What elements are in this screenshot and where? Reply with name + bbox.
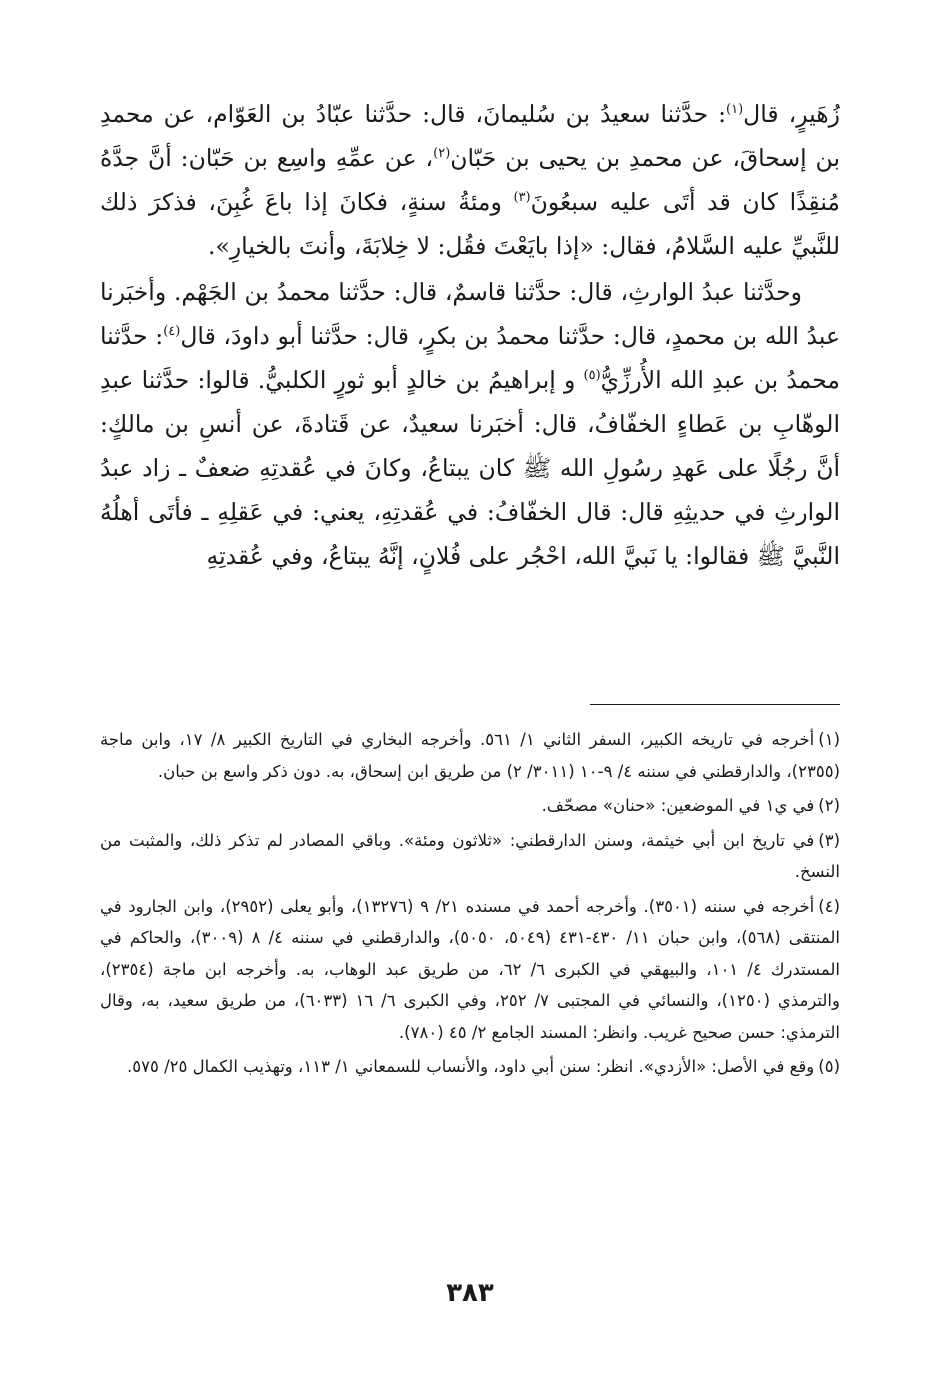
page-number: ٣٨٣ xyxy=(446,1278,494,1308)
text-run: ، عن عمِّهِ واسِع بن حَبّان: أنَّ جدَّهُ مُنقِذًا كان قد أتَى عليه سبعُونَ xyxy=(100,144,840,216)
text-run: ومئةُ سنةٍ، فكانَ إذا باعَ غُبِنَ، فذكرَ ذلك للنَّبيِّ عليه السَّلامُ، فقال: «إذا بايَعْتَ فقُل: لا خِلابَةَ، وأنتَ بالخيارِ». xyxy=(100,188,840,260)
text-run: زُهَيرٍ، قال xyxy=(743,100,840,128)
footnote-number: (٤) xyxy=(818,896,841,916)
paragraph-1 xyxy=(100,92,840,268)
text-run: وحدَّثنا عبدُ الوارثِ، قال: حدَّثنا قاسمٌ، قال: حدَّثنا محمدُ بن الجَهْم. وأخبَرنا عبدُ الله بن محمدٍ، قال: حدَّثنا محمدُ بن بكرٍ، قال: حدَّثنا أبو داودَ، قال xyxy=(100,278,840,350)
footnote-number: (١) xyxy=(818,730,840,749)
text-run: : حدَّثنا سعيدُ بن سُليمانَ، قال: حدَّثنا عبّادُ بن العَوّام، عن محمدِ بن إسحاقَ، عن محمدِ بن يحيى بن حَبّان xyxy=(100,100,840,172)
footnotes xyxy=(100,724,840,1086)
main-text xyxy=(100,92,840,578)
footnote-number: (٣) xyxy=(818,830,840,850)
footnote-number: (٢) xyxy=(818,796,840,815)
footnote-text: في ي١ في الموضعين: «حنان» مصحّف. xyxy=(541,796,815,815)
book-page xyxy=(100,92,840,1342)
paragraph-2 xyxy=(100,270,840,578)
footnote-divider xyxy=(590,704,840,705)
footnote-ref-4: (٤) xyxy=(163,324,181,340)
footnote-text: أخرجه في تاريخه الكبير، السفر الثاني ١/ ٥٦١. وأخرجه البخاري في التاريخ الكبير ٨/ ١٧، وابن ماجة (٢٣٥٥)، والدارقطني في سننه ٤/ ٩-١٠ (٣٠١١/ ٢) من طريق ابن إسحاق، به. دون ذكر واسع بن حبان. xyxy=(100,730,840,781)
footnote-4 xyxy=(100,891,840,1049)
footnote-ref-3: (٣) xyxy=(513,190,531,206)
footnote-ref-1: (١) xyxy=(726,102,744,118)
footnote-3 xyxy=(100,825,840,888)
footnote-text: وقع في الأصل: «الأزدي». انظر: سنن أبي داود، والأنساب للسمعاني ١/ ١١٣، وتهذيب الكمال ٢٥/ ٥٧٥. xyxy=(127,1057,815,1076)
footnote-1 xyxy=(100,724,840,787)
footnote-5 xyxy=(100,1051,840,1083)
footnote-text: أخرجه في سننه (٣٥٠١). وأخرجه أحمد في مسنده ٢١/ ٩ (١٣٢٧٦)، وأبو يعلى (٢٩٥٢)، وابن الجارود في المنتقى (٥٦٨)، وابن حبان ١١/ ٤٣٠-٤٣١ (٥٠٤٩، ٥٠٥٠)، والدارقطني في سننه ٤/ ٨ (٣٠٠٩)، والحاكم في المستدرك ٤/ ١٠١، والبيهقي في الكبرى ٦/ ٦٢، من طريق عبد الوهاب، به. وأخرجه ابن ماجة (٢٣٥٤)، والترمذي (١٢٥٠)، والنسائي في المجتبى ٧/ ٢٥٢، وفي الكبرى ٦/ ١٦ (٦٠٣٣)، من طريق سعيد، به، وقال الترمذي: حسن صحيح غريب. وانظر: المسند الجامع ٢/ ٤٥ (٧٨٠). xyxy=(100,896,840,1042)
text-run: : حدَّثنا محمدُ بن عبدِ الله الأُرزِّيُّ xyxy=(100,322,840,394)
footnote-ref-2: (٢) xyxy=(433,146,451,162)
footnote-ref-5: (٥) xyxy=(583,368,601,384)
footnote-number: (٥) xyxy=(818,1057,840,1076)
footnote-text: في تاريخ ابن أبي خيثمة، وسنن الدارقطني: «ثلاثون ومئة». وباقي المصادر لم تذكر ذلك، والمثبت من النسخ. xyxy=(100,830,840,881)
footnote-2 xyxy=(100,790,840,822)
text-run: و إبراهيمُ بن خالدٍ أبو ثورٍ الكلبيُّ. قالوا: حدَّثنا عبدِ الوهّابِ بن عَطاءٍ الخفّافُ، قال: أخبَرنا سعيدٌ، عن قَتادةَ، عن أنسِ بن مالكٍ: أنَّ رجُلًا على عَهدِ رسُولِ الله ﷺ كان يبتاعُ، وكانَ في عُقدتِهِ ضعفٌ ـ زاد عبدُ الوارثِ في حديثِهِ قال: قال الخفّافُ: في عُقدتِهِ، يعني: في عَقلِهِ ـ فأتَى أهلُهُ النَّبيَّ ﷺ فقالوا: يا نَبيَّ الله، احْجُر على فُلانٍ، إنَّهُ يبتاعُ، وفي عُقدتِهِ xyxy=(100,366,840,570)
